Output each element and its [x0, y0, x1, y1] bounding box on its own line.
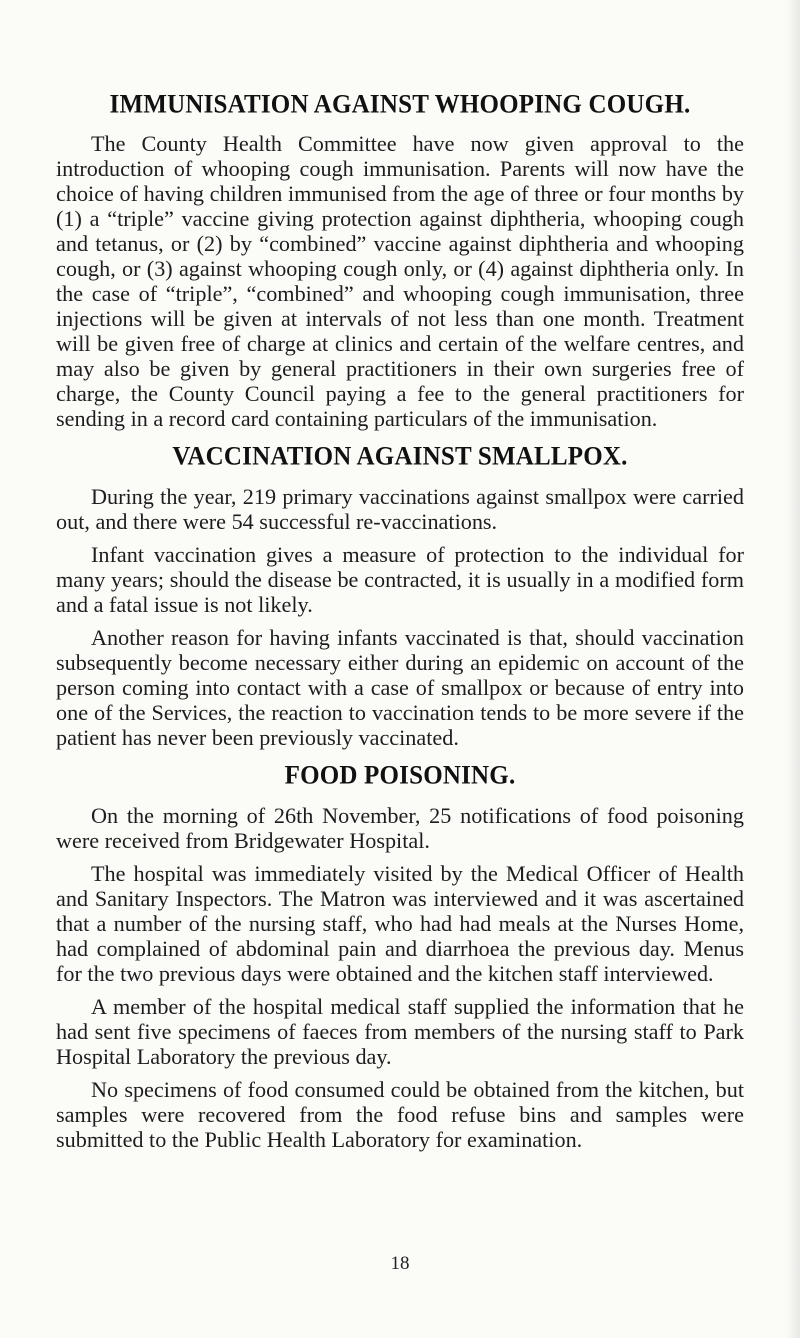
paragraph: The County Health Committee have now given approval to the introduction of whooping cough immunisation. Parents will now have the choice of having children immunised from the age of three or four months by (1) a “triple” vaccine giving protection against diphtheria, whooping cough and tetanus, or (2) by “combined” vaccine against diphtheria and whooping cough, or (3) against whooping cough only, or (4) against diphtheria only. In the case of “triple”, “combined” and whooping cough immunisation, three injections will be given at intervals of not less than one month. Treatment will be given free of charge at clinics and certain of the welfare centres, and may also be given by general practitioners in their own surgeries free of charge, the County Council paying a fee to the general practitioners for sending in a record card containing particulars of the immunisation. — [56, 131, 744, 431]
paragraph: The hospital was immediately visited by the Medical Officer of Health and Sanitary Inspectors. The Matron was interviewed and it was ascertained that a number of the nursing staff, who had had meals at the Nurses Home, had complained of abdominal pain and diarrhoea the previous day. Menus for the two previous days were obtained and the kitchen staff interviewed. — [56, 861, 744, 986]
section-food-poisoning — [56, 761, 744, 1152]
page-content — [56, 90, 744, 1160]
paragraph: No specimens of food consumed could be obtained from the kitchen, but samples were recovered from the food refuse bins and samples were submitted to the Public Health Laboratory for examination. — [56, 1077, 744, 1152]
section-heading-smallpox: VACCINATION AGAINST SMALLPOX. — [172, 442, 628, 471]
paragraph: A member of the hospital medical staff supplied the information that he had sent five specimens of faeces from members of the nursing staff to Park Hospital Laboratory the previous day. — [56, 994, 744, 1069]
paragraph: Infant vaccination gives a measure of protection to the individual for many years; should the disease be contracted, it is usually in a modified form and a fatal issue is not likely. — [56, 542, 744, 617]
section-heading-food-poisoning: FOOD POISONING. — [284, 761, 516, 790]
section-smallpox — [56, 442, 744, 750]
section-whooping-cough — [56, 90, 744, 431]
paragraph: During the year, 219 primary vaccinations against smallpox were carried out, and there were 54 successful re-vaccinations. — [56, 484, 744, 534]
page-edge-shadow — [786, 0, 800, 1338]
section-heading-whooping-cough: IMMUNISATION AGAINST WHOOPING COUGH. — [109, 90, 691, 119]
paragraph: On the morning of 26th November, 25 notifications of food poisoning were received from Bridgewater Hospital. — [56, 803, 744, 853]
page-number: 18 — [390, 1253, 410, 1274]
paragraph: Another reason for having infants vaccinated is that, should vaccination subsequently become necessary either during an epidemic on account of the person coming into contact with a case of smallpox or because of entry into one of the Services, the reaction to vaccination tends to be more severe if the patient has never been previously vaccinated. — [56, 625, 744, 750]
